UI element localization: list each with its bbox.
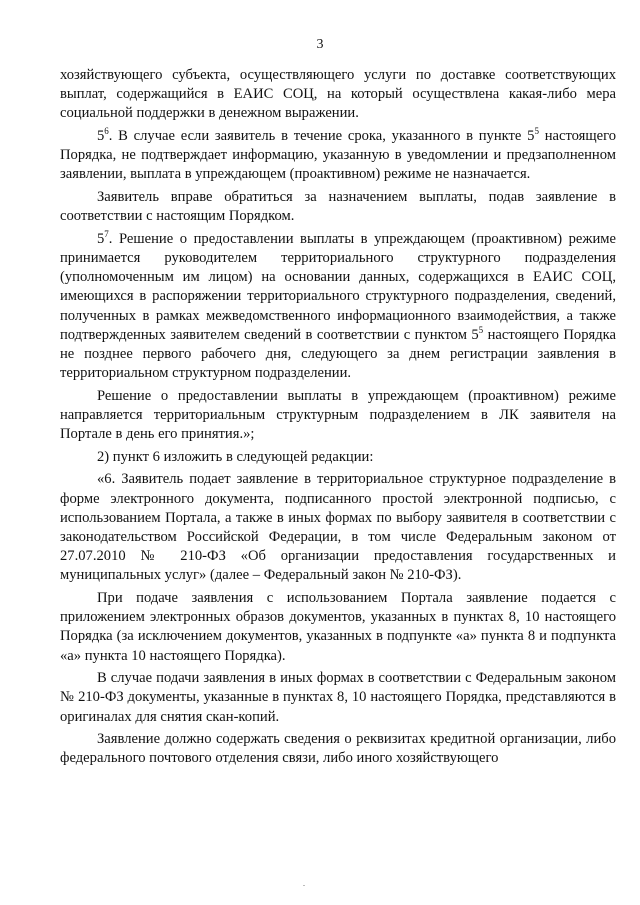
paragraph-5-6 [60,127,616,185]
document-body [60,66,616,772]
paragraph-bank-details: Заявление должно содержать сведения о реквизитах кредитной организации, либо федерального почтового отделения связи, либо иного хозяйствующего [60,731,616,767]
page-number: 3 [316,37,324,52]
clause-superscript: 7 [104,228,109,239]
paragraph-6: «6. Заявитель подает заявление в территориальное структурное подразделение в форме электронного документа, подписанного простой электронной подписью, с использованием Портала, а также в иных формах по выбору заявителя в соответствии с законодательством Российской Федерации, в том числе Федеральным законом от 27.07.2010 № 210-ФЗ «Об организации предоставления государственных и муниципальных услуг» (далее – Федеральный закон № 210-ФЗ). [60,471,616,584]
paragraph-item-2: 2) пункт 6 изложить в следующей редакции: [97,448,374,465]
paragraph-applicant-right: Заявитель вправе обратиться за назначением выплаты, подав заявление в соответствии с настоящим Порядком. [60,189,616,225]
paragraph-other-forms: В случае подачи заявления в иных формах в соответствии с Федеральным законом № 210-ФЗ документы, указанные в пунктах 8, 10 настоящего Порядка, представляются в оригиналах для снятия скан-копий. [60,670,616,725]
clause-text: . В случае если заявитель в течение срока, указанного в пункте 5 [108,128,535,144]
paragraph-5-7 [60,230,616,384]
paragraph-portal-submission: При подаче заявления с использованием Портала заявление подается с приложением электронных образов документов, указанных в пунктах 8, 10 настоящего Порядка (за исключением документов, указанных в подпункте «а» пункта 8 и подпункта «а» пункта 10 настоящего Порядка). [60,590,616,664]
reference-superscript: 5 [534,126,539,136]
clause-number: 5 [97,128,105,144]
clause-superscript: 6 [104,126,109,136]
clause-number: 5 [97,230,105,247]
clause-text: . Решение о предоставлении выплаты в упреждающем (проактивном) режиме принимается руководителем территориального структурного подразделения (уполномоченным им лицом) на основании данных, содержащихся в ЕАИС СОЦ, имеющихся в распоряжении территориального структурного подразделения, сведений, полученных в рамках межведомственного информационного взаимодействия, а также подтвержденных заявителем сведений в соответствии с пунктом 5 [60,230,616,343]
paragraph-decision-sent: Решение о предоставлении выплаты в упреждающем (проактивном) режиме направляется территориальным структурным подразделением в ЛК заявителя на Портале в день его принятия.»; [60,387,616,443]
reference-superscript: 5 [478,324,484,335]
paragraph-continuation: хозяйствующего субъекта, осуществляющего услуги по доставке соответствующих выплат, содержащийся в ЕАИС СОЦ, на который осуществлена какая-либо мера социальной поддержки в денежном выражении. [60,67,616,122]
clause-text-continued: настоящего Порядка, не подтверждает информацию, указанную в уведомлении и предзаполненном заявлении, выплата в упреждающем (проактивном) режиме не назначается. [60,128,617,183]
clause-text-continued: настоящего Порядка не позднее первого рабочего дня, следующего за днем регистрации заявления в территориальном структурном подразделении. [60,326,616,382]
scan-mark [303,885,305,886]
